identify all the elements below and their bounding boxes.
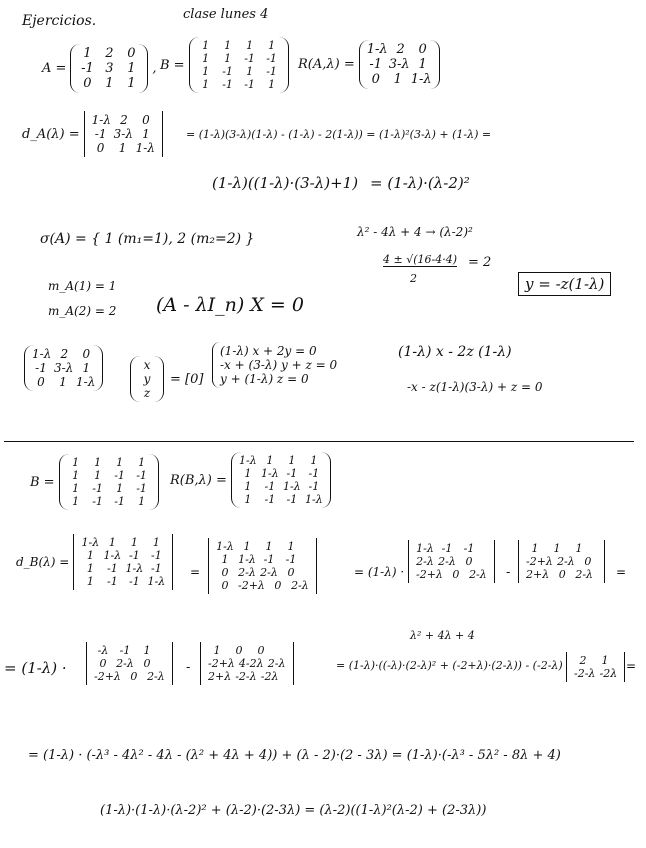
det-B-5-cell: 1 (143, 644, 151, 657)
det-B-5-cell: 0 (143, 657, 151, 670)
matrix-A-row (76, 76, 142, 91)
matrix-R-A-cell: 3-λ (388, 57, 410, 72)
det-B-1-cell: 1 (130, 536, 138, 549)
det-B-2-cell: 2-λ (238, 566, 256, 579)
det-B-2-body (208, 538, 317, 594)
det-B-3-body (408, 540, 495, 583)
matrix-A-cell: 1 (83, 46, 92, 61)
matrix-R-B-cell: 1 (288, 454, 296, 467)
matrix-A-row (76, 46, 142, 61)
system-matrix-cell: 1-λ (32, 347, 52, 361)
small-det-row (572, 667, 619, 680)
matrix-B-row (195, 52, 283, 65)
matrix-R-B-cell: 1 (244, 480, 252, 493)
det-B-6-row (206, 670, 288, 683)
det-B-minus: - (506, 565, 511, 580)
det-B-4-cell: 2-λ (557, 555, 575, 568)
det-B-2-cell: 2-λ (291, 579, 309, 592)
matrix-B-second-cell: 1 (116, 456, 124, 469)
det-B-3-cell: 1-λ (416, 542, 434, 555)
det-A-cell: 2 (120, 113, 128, 127)
matrix-R-A-cell: 1-λ (366, 42, 388, 57)
system-matrix (24, 345, 103, 391)
det-B-2-cell: 0 (287, 566, 295, 579)
system-matrix-cell: 0 (37, 375, 45, 389)
matrix-B-label: B = (160, 57, 185, 73)
matrix-B-second-cell: -1 (136, 482, 147, 495)
det-B-6 (200, 642, 294, 685)
matrix-B-row (195, 78, 283, 91)
matrix-B-cell: 1 (268, 39, 276, 52)
det-B-2-cell: 2-λ (260, 566, 278, 579)
system-matrix-cell: 1 (59, 375, 67, 389)
matrix-R-B-cell: 1-λ (261, 467, 279, 480)
det-B-6-cell: 0 (235, 644, 243, 657)
det-A-label: d_A(λ) = (22, 126, 80, 142)
matrix-B-cell: 1 (268, 78, 276, 91)
expansion-note: λ² + 4λ + 4 (410, 629, 475, 642)
det-B-4-cell: 0 (558, 568, 566, 581)
matrix-R-B-body (231, 452, 331, 508)
det-B-5-cell: -λ (97, 644, 109, 657)
matrix-B-cell: -1 (266, 52, 277, 65)
matrix-R-B-row (237, 480, 325, 493)
system-substitution-1: (1-λ) x - 2z (1-λ) (398, 344, 512, 360)
det-B-6-cell: 4-2λ (238, 657, 264, 670)
matrix-B-cell: 1 (202, 78, 210, 91)
matrix-B-second-cell: -1 (92, 482, 103, 495)
matrix-A-label: A = (42, 61, 67, 76)
det-B-6-body (200, 642, 294, 685)
matrix-B-row (195, 65, 283, 78)
det-B-5-cell: 2-λ (116, 657, 134, 670)
det-B-5-row (92, 644, 167, 657)
matrix-R-B-cell: 1 (310, 454, 318, 467)
matrix-B-second-cell: 1 (94, 469, 102, 482)
small-det-row (572, 654, 619, 667)
matrix-R-A-cell: 1 (418, 57, 427, 72)
det-B-2-cell: 0 (221, 566, 229, 579)
final-line-2: (1-λ)·(1-λ)·(λ-2)² + (λ-2)·(2-3λ) = (λ-2)((1-λ)²(λ-2) + (2-3λ)) (100, 803, 487, 818)
matrix-B-second-body (59, 454, 159, 510)
det-B-2-row (214, 540, 311, 553)
matrix-R-A-row (365, 72, 434, 87)
det-B-1-row (79, 549, 167, 562)
matrix-R-B-cell: 1-λ (305, 493, 323, 506)
matrix-B-second-row (65, 495, 153, 508)
system-matrix-cell: -1 (35, 361, 47, 375)
matrix-B-second-label: B = (30, 474, 55, 490)
det-B-1-row (79, 536, 167, 549)
system-equations-item: (1-λ) x + 2y = 0 (220, 344, 317, 358)
matrix-R-A-cell: 0 (371, 72, 380, 87)
det-B-equals-2: = (1-λ) · (354, 565, 405, 579)
det-B-6-cell: -2+λ (208, 657, 235, 670)
det-B-1-cell: -1 (106, 575, 118, 588)
matrix-A-suffix: , (152, 61, 157, 76)
det-B-6-cell: -2λ (260, 670, 279, 683)
det-A-cell: 1-λ (91, 113, 111, 127)
det-B-3-row (414, 542, 489, 555)
det-B-6-cell: 0 (257, 644, 265, 657)
matrix-R-B-cell: 1-λ (239, 454, 257, 467)
matrix-A (42, 44, 157, 93)
matrix-R-A-cell: 2 (396, 42, 405, 57)
det-B-5-body (86, 642, 173, 685)
det-A-row (90, 127, 157, 141)
det-A-cell: 1 (142, 127, 150, 141)
det-B-5-cell: -2+λ (94, 670, 121, 683)
system-matrix-cell: 1 (82, 361, 91, 375)
small-det-cell: -2-λ (574, 667, 596, 680)
det-B-4-cell: 1 (575, 542, 583, 555)
det-B-3-cell: 0 (465, 555, 473, 568)
page-subtitle: clase lunes 4 (183, 7, 269, 22)
system-vector-row (136, 386, 158, 400)
system-equations (212, 342, 344, 388)
system-matrix-cell: 2 (60, 347, 69, 361)
matrix-A-cell: 1 (105, 76, 114, 91)
matrix-A-cell: 3 (105, 61, 114, 76)
expansion-rhs: = (1-λ)·((-λ)·(2-λ)² + (-2+λ)·(2-λ)) - (-2-λ) (336, 659, 563, 672)
matrix-B-second (30, 454, 159, 510)
matrix-B-second-row (65, 482, 153, 495)
det-A-cell: 0 (142, 113, 150, 127)
system-matrix-row (30, 361, 97, 375)
matrix-R-B (170, 452, 331, 508)
det-B-2-row (214, 566, 311, 579)
matrix-B-second-cell: -1 (136, 469, 147, 482)
matrix-B-second-cell: 1 (138, 495, 146, 508)
system-vector (130, 356, 164, 402)
matrix-R-A (298, 40, 440, 89)
small-det-body (566, 652, 625, 682)
system-matrix-body (24, 345, 103, 391)
det-B-5 (86, 642, 173, 685)
matrix-B-cell: 1 (202, 65, 210, 78)
system-vector-item: x (143, 358, 151, 372)
matrix-B-row (195, 39, 283, 52)
det-B-1-cell: 1 (152, 536, 160, 549)
det-B-5-cell: 0 (130, 670, 138, 683)
det-B-1-cell: -1 (150, 562, 162, 575)
system-matrix-cell: 1-λ (76, 375, 96, 389)
det-B-4-cell: 1 (553, 542, 561, 555)
system-matrix-cell: 0 (82, 347, 91, 361)
det-B-4-body (518, 540, 605, 583)
spectrum-sigma: σ(A) = { 1 (m₁=1), 2 (m₂=2) } (40, 231, 255, 247)
det-B-4-cell: -2+λ (526, 555, 553, 568)
det-B-3-cell: 2-λ (416, 555, 434, 568)
matrix-B-second-cell: -1 (92, 495, 103, 508)
det-B-4-cell: 2-λ (575, 568, 594, 581)
final-line-1: = (1-λ) · (-λ³ - 4λ² - 4λ - (λ² + 4λ + 4)) + (λ - 2)·(2 - 3λ) = (1-λ)·(-λ³ - 5λ² - 8λ + 4) (28, 748, 561, 763)
det-B-1 (16, 534, 173, 590)
det-B-4 (518, 540, 605, 583)
det-B-2 (208, 538, 317, 594)
system-substitution-2: -x - z(1-λ)(3-λ) + z = 0 (407, 380, 543, 394)
det-B-2-cell: 1 (287, 540, 295, 553)
matrix-A-cell: 0 (83, 76, 92, 91)
det-B-1-cell: 1 (86, 562, 94, 575)
matrix-B-second-cell: -1 (114, 495, 125, 508)
det-B-2-row (214, 553, 311, 566)
boxed-result: y = -z(1-λ) (518, 272, 611, 296)
det-B-5-row (92, 657, 167, 670)
det-B-2-cell: -1 (285, 553, 297, 566)
matrix-R-B-row (237, 493, 325, 506)
spectrum-quadratic-denominator: 2 (410, 272, 417, 285)
det-B-3-cell: 2-λ (438, 555, 456, 568)
small-det-cell: 1 (601, 654, 609, 667)
matrix-B-second-row (65, 456, 153, 469)
matrix-B-cell: 1 (202, 52, 210, 65)
system-vector-item: y (143, 372, 151, 386)
det-B-1-cell: 1-λ (103, 549, 122, 562)
matrix-B-second-cell: 1 (72, 482, 80, 495)
det-A (22, 111, 163, 157)
matrix-R-B-cell: -1 (308, 467, 320, 480)
det-B-2-cell: -2+λ (238, 579, 265, 592)
matrix-A-cell: 2 (105, 46, 114, 61)
matrix-R-B-cell: 1 (244, 493, 252, 506)
det-B-1-cell: 1 (86, 575, 94, 588)
det-B-2-cell: 0 (274, 579, 282, 592)
system-vector-row (136, 372, 158, 386)
det-A-cell: 0 (96, 141, 105, 155)
multiplicity-1: m_A(1) = 1 (48, 279, 117, 293)
det-A-expansion: = (1-λ)(3-λ)(1-λ) - (1-λ) - 2(1-λ)) = (1-λ)²(3-λ) + (1-λ) = (186, 128, 492, 141)
det-B-6-cell: 2-λ (267, 657, 286, 670)
small-det-cell: 2 (579, 654, 587, 667)
det-B-3-row (414, 555, 489, 568)
matrix-B-second-cell: 1 (72, 495, 80, 508)
system-equals-zero: = [0] (170, 372, 204, 387)
det-B-2-cell: 1 (221, 553, 229, 566)
system-equations-row (218, 372, 339, 386)
matrix-B (160, 37, 289, 93)
spectrum-quadratic: λ² - 4λ + 4 → (λ-2)² (357, 225, 473, 239)
matrix-R-A-cell: 1-λ (410, 72, 432, 87)
det-A-body (84, 111, 163, 157)
matrix-R-B-cell: -1 (286, 467, 298, 480)
det-B-1-row (79, 562, 167, 575)
det-B-1-row (79, 575, 167, 588)
page-title: Ejercicios. (22, 13, 97, 29)
det-B-6-row (206, 644, 288, 657)
det-A-cell: 1 (118, 141, 127, 155)
matrix-B-second-cell: 1 (72, 456, 80, 469)
matrix-R-B-cell: 1 (266, 454, 274, 467)
det-B-3-cell: 2-λ (469, 568, 487, 581)
system-equations-row (218, 358, 339, 372)
matrix-B-cell: 1 (202, 39, 210, 52)
matrix-B-cell: 1 (224, 39, 232, 52)
matrix-R-B-row (237, 454, 325, 467)
matrix-A-cell: 1 (127, 61, 136, 76)
kernel-equation: (A - λI_n) X = 0 (156, 294, 304, 316)
matrix-R-A-row (365, 57, 434, 72)
det-B-3 (408, 540, 495, 583)
system-vector-item: z (143, 386, 151, 400)
det-B-1-cell: 1-λ (125, 562, 144, 575)
matrix-B-cell: 1 (246, 39, 254, 52)
system-matrix-row (30, 375, 97, 389)
det-B-4-row (524, 542, 599, 555)
det-B-1-cell: 1-λ (147, 575, 166, 588)
matrix-A-body (70, 44, 148, 93)
matrix-A-row (76, 61, 142, 76)
expansion-rhs-end: = (626, 659, 637, 673)
matrix-B-cell: -1 (222, 65, 233, 78)
det-B-4-cell: 1 (531, 542, 539, 555)
det-B-5-cell: 0 (99, 657, 107, 670)
matrix-B-body (189, 37, 289, 93)
section-divider (4, 441, 634, 442)
expansion-prefix: = (1-λ) · (4, 659, 67, 677)
det-B-5-cell: 2-λ (147, 670, 165, 683)
matrix-B-second-cell: -1 (114, 469, 125, 482)
det-B-1-cell: -1 (106, 562, 118, 575)
matrix-R-A-cell: 1 (393, 72, 402, 87)
system-matrix-row (30, 347, 97, 361)
det-B-5-row (92, 670, 167, 683)
det-A-factor-2: = (1-λ)·(λ-2)² (370, 174, 470, 192)
det-B-2-cell: 1 (265, 540, 273, 553)
matrix-R-B-row (237, 467, 325, 480)
matrix-R-B-cell: -1 (286, 493, 298, 506)
system-vector-body (130, 356, 164, 402)
matrix-B-cell: 1 (224, 52, 232, 65)
det-B-4-row (524, 568, 599, 581)
matrix-R-B-cell: -1 (308, 480, 320, 493)
det-A-cell: 1-λ (135, 141, 155, 155)
matrix-A-cell: 0 (127, 46, 136, 61)
det-B-1-cell: -1 (150, 549, 162, 562)
det-A-cell: -1 (94, 127, 107, 141)
spectrum-quadratic-root: 4 ± √(16-4·4) (383, 253, 458, 266)
det-A-cell: 3-λ (113, 127, 133, 141)
det-B-6-row (206, 657, 288, 670)
expansion-minus: - (186, 660, 191, 675)
det-B-2-cell: 0 (221, 579, 229, 592)
matrix-A-cell: -1 (81, 61, 94, 76)
small-det (566, 652, 625, 682)
det-B-2-cell: 1-λ (216, 540, 234, 553)
matrix-R-B-cell: -1 (264, 493, 276, 506)
matrix-R-A-label: R(A,λ) = (298, 57, 355, 72)
system-matrix-cell: 3-λ (54, 361, 74, 375)
matrix-R-B-label: R(B,λ) = (170, 472, 227, 488)
multiplicity-2: m_A(2) = 2 (48, 304, 117, 318)
det-B-1-cell: -1 (128, 575, 140, 588)
small-det-cell: -2λ (599, 667, 618, 680)
det-B-equals-1: = (190, 565, 201, 579)
matrix-R-B-cell: 1 (244, 467, 252, 480)
matrix-B-second-cell: 1 (138, 456, 146, 469)
det-B-2-cell: -1 (263, 553, 275, 566)
det-B-2-cell: 1-λ (238, 553, 256, 566)
matrix-A-cell: 1 (127, 76, 136, 91)
det-B-1-cell: -1 (128, 549, 140, 562)
det-B-3-cell: -1 (441, 542, 453, 555)
matrix-B-cell: -1 (244, 78, 255, 91)
det-B-2-cell: 1 (243, 540, 251, 553)
det-B-5-cell: -1 (119, 644, 131, 657)
matrix-B-second-cell: 1 (116, 482, 124, 495)
system-equations-row (218, 344, 339, 358)
det-B-3-row (414, 568, 489, 581)
matrix-B-cell: -1 (244, 52, 255, 65)
spectrum-root-result: = 2 (468, 255, 492, 270)
det-B-2-row (214, 579, 311, 592)
det-B-1-body (73, 534, 173, 590)
matrix-B-cell: 1 (246, 65, 254, 78)
matrix-R-B-cell: -1 (264, 480, 276, 493)
matrix-B-cell: -1 (266, 65, 277, 78)
det-A-factor-1: (1-λ)((1-λ)·(3-λ)+1) (212, 174, 359, 192)
det-A-row (90, 141, 157, 155)
system-equations-body (212, 342, 344, 388)
matrix-R-A-body (359, 40, 440, 89)
matrix-R-A-cell: -1 (369, 57, 383, 72)
matrix-B-second-cell: 1 (72, 469, 80, 482)
system-equations-item: y + (1-λ) z = 0 (220, 372, 309, 386)
det-B-label: d_B(λ) = (16, 555, 70, 569)
det-B-6-cell: 2+λ (208, 670, 232, 683)
det-A-row (90, 113, 157, 127)
matrix-R-A-row (365, 42, 434, 57)
det-B-3-cell: -2+λ (416, 568, 443, 581)
det-B-3-cell: -1 (463, 542, 475, 555)
matrix-B-cell: -1 (222, 78, 233, 91)
det-B-6-cell: -2-λ (235, 670, 257, 683)
system-equations-item: -x + (3-λ) y + z = 0 (220, 358, 338, 372)
det-B-1-cell: 1 (108, 536, 116, 549)
det-B-4-cell: 2+λ (526, 568, 550, 581)
det-B-1-cell: 1-λ (81, 536, 100, 549)
det-B-3-cell: 0 (452, 568, 460, 581)
matrix-B-second-row (65, 469, 153, 482)
det-B-4-row (524, 555, 599, 568)
matrix-R-A-cell: 0 (418, 42, 427, 57)
det-B-4-cell: 0 (584, 555, 592, 568)
system-vector-row (136, 358, 158, 372)
det-B-equals-3: = (616, 565, 627, 579)
det-B-1-cell: 1 (86, 549, 94, 562)
matrix-R-B-cell: 1-λ (283, 480, 301, 493)
det-B-6-cell: 1 (213, 644, 221, 657)
matrix-B-second-cell: 1 (94, 456, 102, 469)
